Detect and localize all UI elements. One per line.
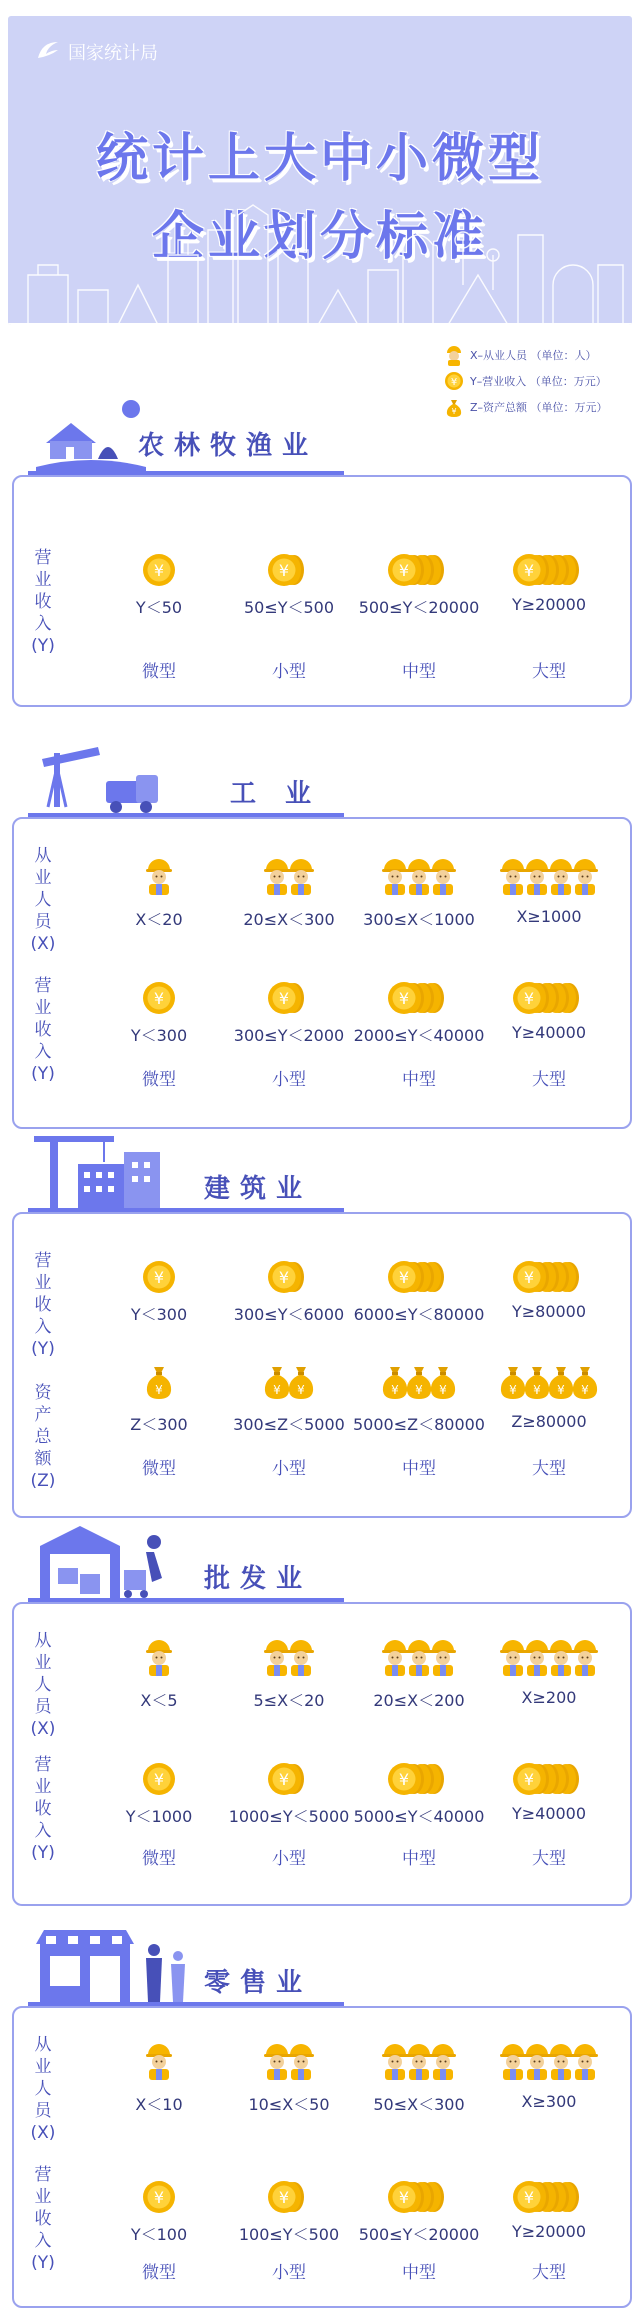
size-category-label: 大型 [532, 1070, 566, 1090]
section-card [12, 475, 632, 707]
threshold-value: X≥200 [521, 1688, 577, 1707]
svg-text:¥: ¥ [398, 561, 410, 580]
value-cell [474, 969, 624, 1042]
crane-building-icon [34, 1132, 174, 1212]
coin-icon [84, 1248, 234, 1294]
threshold-value: 10≤X＜50 [248, 2095, 330, 2114]
size-category-label: 大型 [532, 662, 566, 682]
threshold-value: 5000≤Y＜40000 [353, 1807, 485, 1826]
legend-text-coin: Y–营业收入 （单位：万元） [470, 375, 607, 388]
size-category-label: 小型 [272, 662, 306, 682]
svg-text:¥: ¥ [450, 377, 458, 388]
threshold-value: 1000≤Y＜5000 [228, 1807, 350, 1826]
value-cell [84, 2038, 234, 2115]
coin-icon [444, 370, 464, 392]
size-category-label: 小型 [272, 2263, 306, 2283]
city-skyline-illustration [8, 195, 632, 325]
legend [444, 342, 634, 420]
value-cell [214, 2038, 364, 2115]
size-category-label: 小型 [272, 1459, 306, 1479]
threshold-value: 300≤X＜1000 [363, 910, 475, 929]
svg-text:¥: ¥ [509, 1383, 517, 1397]
threshold-value: Y≥20000 [511, 595, 587, 614]
section-card [12, 1212, 632, 1518]
worker-icon [344, 2038, 494, 2084]
size-category-label: 中型 [402, 1459, 436, 1479]
svg-text:¥: ¥ [398, 1770, 410, 1789]
threshold-value: Z≥80000 [511, 1412, 587, 1431]
coin-icon [214, 969, 364, 1015]
threshold-value: 20≤X＜200 [373, 1691, 465, 1710]
svg-text:¥: ¥ [391, 1383, 399, 1397]
svg-text:¥: ¥ [398, 1268, 410, 1287]
threshold-value: X≥1000 [516, 907, 582, 926]
threshold-value: 300≤Y＜2000 [233, 1026, 345, 1045]
svg-text:¥: ¥ [523, 2188, 535, 2207]
section-title: 建筑业 [204, 1174, 313, 1204]
coin-icon [344, 1248, 494, 1294]
svg-text:¥: ¥ [153, 989, 165, 1008]
coin-icon [474, 969, 624, 1015]
value-cell [214, 1750, 364, 1827]
worker-icon [214, 853, 364, 899]
farm-house-icon [36, 395, 146, 475]
legend-text-worker: X–从业人员 （单位：人） [470, 349, 597, 362]
value-cell [84, 541, 234, 618]
worker-icon [214, 2038, 364, 2084]
threshold-value: Y≥20000 [511, 2222, 587, 2241]
worker-icon [214, 1634, 364, 1680]
size-category-label: 微型 [142, 2263, 176, 2283]
svg-text:¥: ¥ [273, 1383, 281, 1397]
value-cell [84, 1750, 234, 1827]
coin-icon [344, 1750, 494, 1796]
svg-text:¥: ¥ [581, 1383, 589, 1397]
worker-icon [444, 344, 464, 366]
coin-icon [214, 1248, 364, 1294]
value-cell [344, 853, 494, 930]
worker-icon [344, 1634, 494, 1680]
oil-pump-truck-icon [38, 737, 168, 817]
coin-icon [474, 1750, 624, 1796]
coin-icon [84, 2168, 234, 2214]
coin-icon [344, 541, 494, 587]
threshold-value: 50≤Y＜500 [243, 598, 335, 617]
row-label-employees: 从 业 人 员 (X) [30, 2035, 56, 2143]
coin-icon [84, 541, 234, 587]
threshold-value: Y＜100 [130, 2225, 188, 2244]
size-category-label: 微型 [142, 1070, 176, 1090]
coin-icon [84, 969, 234, 1015]
row-label-revenue: 营 业 收 入 (Y) [31, 1251, 55, 1359]
size-category-label: 微型 [142, 1849, 176, 1869]
row-label-revenue: 营 业 收 入 (Y) [31, 1755, 55, 1863]
value-cell [474, 853, 624, 926]
value-cell [214, 853, 364, 930]
value-cell [84, 853, 234, 930]
threshold-value: 5000≤Z＜80000 [353, 1415, 485, 1434]
value-cell [344, 1358, 494, 1435]
threshold-value: 500≤Y＜20000 [358, 2225, 480, 2244]
section-title: 零售业 [204, 1968, 313, 1998]
svg-text:¥: ¥ [278, 1770, 290, 1789]
coin-icon [214, 2168, 364, 2214]
value-cell [474, 1248, 624, 1321]
section-card [12, 1602, 632, 1906]
size-category-label: 大型 [532, 2263, 566, 2283]
size-category-label: 微型 [142, 662, 176, 682]
svg-text:¥: ¥ [533, 1383, 541, 1397]
value-cell [474, 2168, 624, 2241]
svg-text:¥: ¥ [398, 2188, 410, 2207]
svg-text:¥: ¥ [415, 1383, 423, 1397]
svg-text:¥: ¥ [523, 1770, 535, 1789]
threshold-value: Y≥80000 [511, 1302, 587, 1321]
value-cell [214, 1248, 364, 1325]
nbs-logo-icon [34, 38, 62, 66]
row-label-revenue: 营 业 收 入 (Y) [31, 2165, 55, 2273]
threshold-value: 20≤X＜300 [243, 910, 335, 929]
value-cell [214, 969, 364, 1046]
legend-item-worker [444, 342, 634, 368]
value-cell [84, 1358, 234, 1435]
threshold-value: 5≤X＜20 [253, 1691, 325, 1710]
value-cell [474, 2038, 624, 2111]
size-category-label: 中型 [402, 2263, 436, 2283]
value-cell [474, 1358, 624, 1431]
svg-text:¥: ¥ [153, 2188, 165, 2207]
section-card [12, 817, 632, 1129]
row-label-employees: 从 业 人 员 (X) [30, 846, 56, 954]
svg-text:¥: ¥ [153, 1268, 165, 1287]
svg-text:¥: ¥ [155, 1383, 163, 1397]
threshold-value: Y＜300 [130, 1026, 188, 1045]
threshold-value: Y≥40000 [511, 1804, 587, 1823]
value-cell [214, 1634, 364, 1711]
value-cell [474, 1634, 624, 1707]
money-bag-icon [344, 1358, 494, 1404]
worker-icon [84, 1634, 234, 1680]
page-title-line1: 统计上大中小微型 [95, 129, 544, 189]
threshold-value: 6000≤Y＜80000 [353, 1305, 485, 1324]
coin-icon [474, 541, 624, 587]
header-banner [8, 16, 632, 325]
value-cell [474, 541, 624, 614]
value-cell [344, 541, 494, 618]
money-bag-icon [214, 1358, 364, 1404]
threshold-value: Y＜1000 [125, 1807, 193, 1826]
section-title: 批发业 [204, 1564, 313, 1594]
threshold-value: Y≥40000 [511, 1023, 587, 1042]
svg-text:¥: ¥ [297, 1383, 305, 1397]
logo-text: 国家统计局 [68, 43, 158, 64]
legend-item-coin [444, 368, 634, 394]
threshold-value: X＜5 [140, 1691, 178, 1710]
coin-icon [474, 2168, 624, 2214]
threshold-value: 300≤Z＜5000 [233, 1415, 345, 1434]
threshold-value: X＜20 [135, 910, 183, 929]
size-category-label: 小型 [272, 1849, 306, 1869]
row-label-assets: 资 产 总 额 (Z) [30, 1383, 56, 1491]
row-label-revenue: 营 业 收 入 (Y) [31, 976, 55, 1084]
store-shoppers-icon [34, 1926, 194, 2006]
page-title-line2: 企业划分标准 [151, 207, 488, 267]
value-cell [344, 2168, 494, 2245]
threshold-value: 300≤Y＜6000 [233, 1305, 345, 1324]
threshold-value: 50≤X＜300 [373, 2095, 465, 2114]
worker-icon [344, 853, 494, 899]
warehouse-cart-icon [36, 1522, 176, 1602]
legend-text-bag: Z–资产总额 （单位：万元） [470, 401, 608, 414]
legend-item-bag [444, 394, 634, 420]
coin-icon [214, 541, 364, 587]
svg-text:¥: ¥ [278, 561, 290, 580]
size-category-label: 微型 [142, 1459, 176, 1479]
value-cell [344, 969, 494, 1046]
worker-icon [474, 853, 624, 899]
svg-text:¥: ¥ [523, 561, 535, 580]
worker-icon [84, 853, 234, 899]
threshold-value: 500≤Y＜20000 [358, 598, 480, 617]
size-category-label: 小型 [272, 1070, 306, 1090]
size-category-label: 中型 [402, 1849, 436, 1869]
size-category-label: 中型 [402, 662, 436, 682]
size-category-label: 中型 [402, 1070, 436, 1090]
coin-icon [344, 969, 494, 1015]
money-bag-icon [474, 1358, 624, 1404]
threshold-value: 100≤Y＜500 [238, 2225, 340, 2244]
svg-text:¥: ¥ [278, 989, 290, 1008]
coin-icon [474, 1248, 624, 1294]
threshold-value: 2000≤Y＜40000 [353, 1026, 485, 1045]
coin-icon [344, 2168, 494, 2214]
section-card [12, 2006, 632, 2308]
worker-icon [474, 2038, 624, 2084]
threshold-value: Z＜300 [130, 1415, 188, 1434]
value-cell [84, 969, 234, 1046]
value-cell [214, 1358, 364, 1435]
svg-text:¥: ¥ [153, 1770, 165, 1789]
row-label-employees: 从 业 人 员 (X) [30, 1631, 56, 1739]
money-bag-icon [444, 396, 464, 418]
svg-text:¥: ¥ [278, 2188, 290, 2207]
section-title: 农林牧渔业 [138, 431, 319, 461]
svg-text:¥: ¥ [153, 561, 165, 580]
value-cell [344, 2038, 494, 2115]
coin-icon [84, 1750, 234, 1796]
value-cell [84, 1248, 234, 1325]
value-cell [84, 1634, 234, 1711]
svg-text:¥: ¥ [451, 407, 457, 416]
value-cell [214, 2168, 364, 2245]
svg-text:¥: ¥ [398, 989, 410, 1008]
value-cell [344, 1248, 494, 1325]
threshold-value: Y＜300 [130, 1305, 188, 1324]
value-cell [344, 1634, 494, 1711]
section-title: 工 业 [230, 779, 322, 809]
svg-text:¥: ¥ [439, 1383, 447, 1397]
svg-text:¥: ¥ [523, 1268, 535, 1287]
coin-icon [214, 1750, 364, 1796]
size-category-label: 大型 [532, 1849, 566, 1869]
value-cell [474, 1750, 624, 1823]
value-cell [344, 1750, 494, 1827]
threshold-value: X＜10 [135, 2095, 183, 2114]
nbs-logo [34, 38, 158, 66]
threshold-value: Y＜50 [135, 598, 183, 617]
money-bag-icon [84, 1358, 234, 1404]
value-cell [214, 541, 364, 618]
threshold-value: X≥300 [521, 2092, 577, 2111]
value-cell [84, 2168, 234, 2245]
worker-icon [84, 2038, 234, 2084]
svg-text:¥: ¥ [523, 989, 535, 1008]
size-category-label: 大型 [532, 1459, 566, 1479]
svg-text:¥: ¥ [278, 1268, 290, 1287]
svg-text:¥: ¥ [557, 1383, 565, 1397]
row-label-revenue: 营 业 收 入 (Y) [31, 548, 55, 656]
worker-icon [474, 1634, 624, 1680]
